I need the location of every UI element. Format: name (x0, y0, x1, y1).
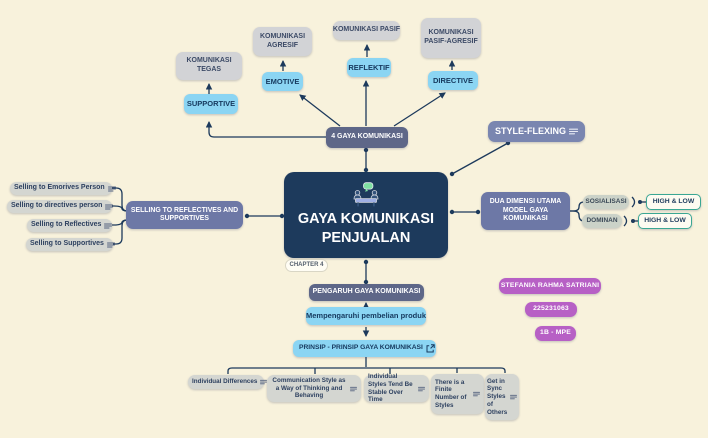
node-individual-differences[interactable] (188, 375, 264, 389)
node-label: Communication Style as a Way of Thinking and Behaving (272, 376, 346, 400)
node-label: 4 GAYA KOMUNIKASI (331, 133, 403, 141)
node-high-low-sosialisasi[interactable] (646, 194, 701, 210)
external-link-icon[interactable] (426, 344, 435, 353)
node-komunikasi-pasif-agresif[interactable] (421, 18, 481, 58)
menu-icon[interactable] (108, 186, 116, 192)
node-4-gaya-komunikasi[interactable] (326, 127, 408, 148)
node-label: KOMUNIKASI PASIF (332, 26, 401, 34)
node-label: Selling to Emorives Person (14, 184, 105, 192)
author-student-id: 225231063 (533, 305, 569, 313)
node-label: DIRECTIVE (432, 75, 473, 85)
node-supportive[interactable] (184, 94, 238, 114)
node-selling-to-emorives-person[interactable] (10, 182, 112, 195)
node-label: HIGH & LOW (652, 197, 695, 205)
node-label: Individual Differences (192, 378, 258, 386)
node-label: STYLE-FLEXING (495, 126, 567, 137)
node-selling-to-supportives[interactable] (26, 238, 113, 251)
node-label: SELLING TO REFLECTIVES AND SUPPORTIVES (130, 206, 239, 222)
node-communication-style-way-of-thinking[interactable] (267, 375, 361, 402)
node-label: KOMUNIKASI PASIF-AGRESIF (424, 29, 478, 45)
node-finite-number-of-styles[interactable] (431, 374, 484, 414)
node-label: PENGARUH GAYA KOMUNIKASI (312, 288, 421, 296)
chapter-badge[interactable] (285, 259, 328, 272)
node-komunikasi-pasif[interactable] (333, 21, 400, 40)
node-emotive[interactable] (262, 72, 303, 91)
node-label: DOMINAN (586, 217, 618, 225)
node-label: KOMUNIKASI AGRESIF (259, 32, 306, 49)
menu-icon[interactable] (107, 242, 115, 248)
node-style-flexing[interactable] (488, 121, 585, 142)
node-label: There is a Finite Number of Styles (435, 378, 467, 409)
author-name: STEFANIA RAHMA SATRIANI (500, 281, 600, 289)
node-label: Selling to Supportives (30, 240, 104, 248)
node-prinsip-prinsip-gaya-komunikasi[interactable] (293, 340, 436, 357)
node-high-low-dominan[interactable] (638, 213, 692, 229)
node-label: Selling to Reflectives (31, 221, 102, 229)
node-get-in-sync-styles[interactable] (485, 374, 519, 420)
node-mempengaruhi-pembelian-produk[interactable] (306, 307, 426, 325)
page-title: GAYA KOMUNIKASI PENJUALAN (297, 211, 435, 246)
node-label: DUA DIMENSI UTAMA MODEL GAYA KOMUNIKASI (489, 198, 562, 223)
menu-icon[interactable] (418, 386, 425, 392)
node-label: SUPPORTIVE (186, 99, 236, 109)
menu-icon[interactable] (105, 204, 113, 210)
author-class-badge[interactable] (535, 326, 576, 341)
menu-icon[interactable] (473, 391, 480, 397)
node-label: REFLEKTIF (348, 62, 390, 72)
node-label: HIGH & LOW (644, 216, 686, 224)
node-label: Individual Styles Tend Be Stable Over Time (368, 373, 413, 404)
node-pengaruh-gaya-komunikasi[interactable] (309, 284, 424, 301)
node-label: EMOTIVE (265, 76, 300, 86)
node-center-gaya-komunikasi-penjualan[interactable] (284, 172, 448, 258)
node-selling-to-reflectives-and-supportives[interactable] (126, 201, 243, 229)
node-selling-to-reflectives[interactable] (27, 219, 112, 232)
node-individual-styles-stable[interactable] (364, 375, 429, 402)
people-meeting-icon (351, 182, 381, 207)
menu-icon[interactable] (569, 128, 578, 135)
node-label: KOMUNIKASI TEGAS (186, 57, 232, 73)
node-selling-to-directives-person[interactable] (7, 200, 112, 213)
node-komunikasi-agresif[interactable] (253, 27, 312, 56)
chapter-label: CHAPTER 4 (289, 261, 324, 268)
menu-icon[interactable] (350, 386, 357, 392)
node-label: PRINSIP - PRINSIP GAYA KOMUNIKASI (299, 344, 423, 352)
author-class: 1B - MPE (539, 329, 572, 337)
menu-icon[interactable] (510, 394, 517, 400)
node-label: Mempengaruhi pembelian produk (306, 311, 427, 321)
node-sosialisasi[interactable] (583, 195, 629, 209)
node-dua-dimensi-utama[interactable] (481, 192, 570, 230)
menu-icon[interactable] (104, 223, 112, 229)
node-label: Get in Sync Styles of Others (487, 377, 508, 416)
author-name-badge[interactable] (499, 278, 601, 294)
node-label: Selling to directives person (11, 202, 103, 210)
author-student-id-badge[interactable] (525, 302, 577, 317)
node-reflektif[interactable] (347, 58, 391, 77)
node-label: SOSIALISASI (585, 198, 627, 206)
node-komunikasi-tegas[interactable] (176, 52, 242, 80)
node-dominan[interactable] (582, 214, 622, 228)
node-directive[interactable] (428, 71, 478, 90)
